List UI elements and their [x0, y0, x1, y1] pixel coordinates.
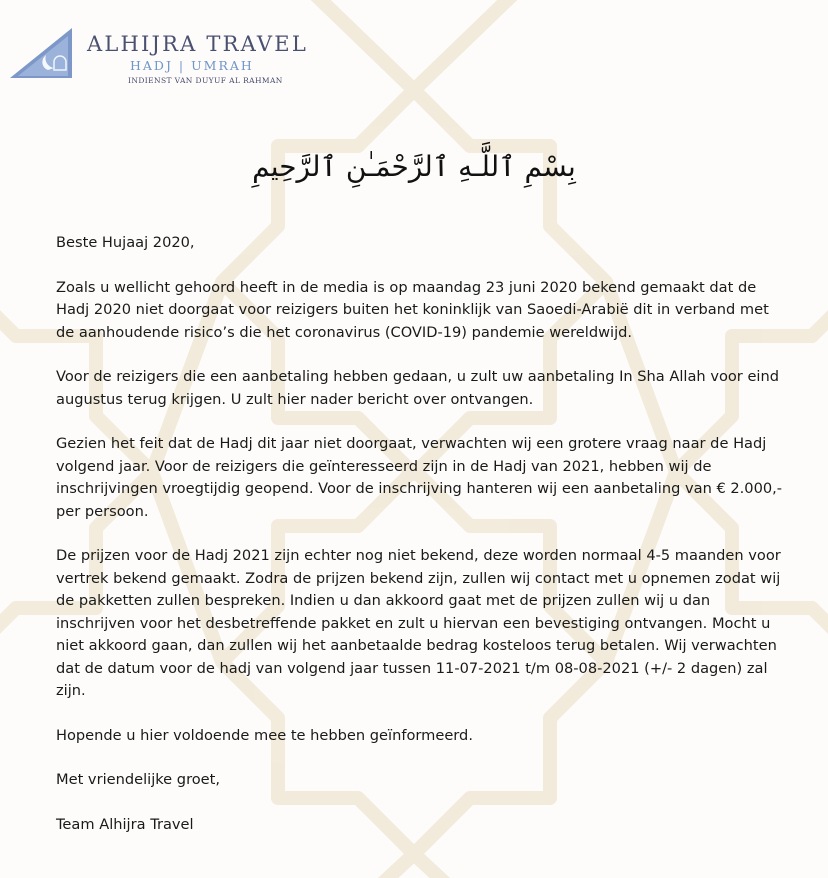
logo-title: ALHIJRA TRAVEL [87, 32, 308, 56]
paragraph-4 [56, 545, 816, 703]
letter-body [56, 232, 816, 858]
basmala-heading: بِسْمِ ٱللَّـهِ ٱلرَّحْمَـٰنِ ٱلرَّحِيمِ [252, 150, 576, 183]
paragraph-3 [56, 433, 816, 523]
paragraph-5: Hopende u hier voldoende mee te hebben geïnformeerd. [56, 726, 473, 744]
company-logo [10, 28, 330, 98]
closing: Met vriendelijke groet, [56, 771, 221, 788]
text-line: augustus terug krijgen. U zult hier nader bericht over ontvangen. [56, 390, 534, 408]
signature: Team Alhijra Travel [56, 815, 194, 833]
text-line: de aanhoudende risico’s die het coronavirus (COVID-19) pandemie wereldwijd. [56, 323, 633, 341]
logo-tagline: INDIENST VAN DUYUF AL RAHMAN [128, 76, 283, 85]
text-line: zijn. [56, 682, 86, 699]
paragraph-1 [56, 277, 816, 345]
text-line: Hadj 2020 niet doorgaat voor reizigers buiten het koninklijk van Saoedi-Arabië dit in verband met [56, 301, 769, 318]
text-line: dat de datum voor de hadj van volgend jaar tussen 11-07-2021 t/m 08-08-2021 (+/- 2 dagen) zal [56, 659, 768, 677]
text-line: Zoals u wellicht gehoord heeft in de media is op maandag 23 juni 2020 bekend gemaakt dat de [56, 278, 757, 296]
text-line: volgend jaar. Voor de reizigers die geïnteresseerd zijn in de Hadj van 2021, hebben wij de [56, 457, 712, 475]
text-line: Gezien het feit dat de Hadj dit jaar niet doorgaat, verwachten wij een grotere vraag naar de Hadj [56, 435, 767, 452]
text-line: Voor de reizigers die een aanbetaling hebben gedaan, u zult uw aanbetaling In Sha Allah voor eind [56, 368, 779, 385]
logo-subtitle: HADJ | UMRAH [130, 58, 254, 73]
crescent-dome-emblem-icon [10, 28, 80, 80]
paragraph-2 [56, 366, 816, 411]
text-line: inschrijvingen vroegtijdig geopend. Voor de inschrijving hanteren wij een aanbetaling van € 2.000,- [56, 480, 783, 497]
text-line: inschrijven voor het desbetreffende pakket en zult u hiervan een bevestiging ontvangen. Mocht u [56, 614, 771, 632]
text-line: de pakketten zullen bespreken. Indien u dan akkoord gaat met de prijzen zullen wij u dan [56, 592, 711, 609]
text-line: vertrek bekend gemaakt. Zodra de prijzen bekend zijn, zullen wij contact met u opnemen zodat wij [56, 569, 781, 587]
text-line: per persoon. [56, 502, 149, 520]
text-line: niet akkoord gaan, dan zullen wij het aanbetaalde bedrag kosteloos terug betalen. Wij verwachten [56, 637, 777, 654]
text-line: De prijzen voor de Hadj 2021 zijn echter nog niet bekend, deze worden normaal 4-5 maanden voor [56, 547, 781, 564]
greeting: Beste Hujaaj 2020, [56, 234, 195, 251]
